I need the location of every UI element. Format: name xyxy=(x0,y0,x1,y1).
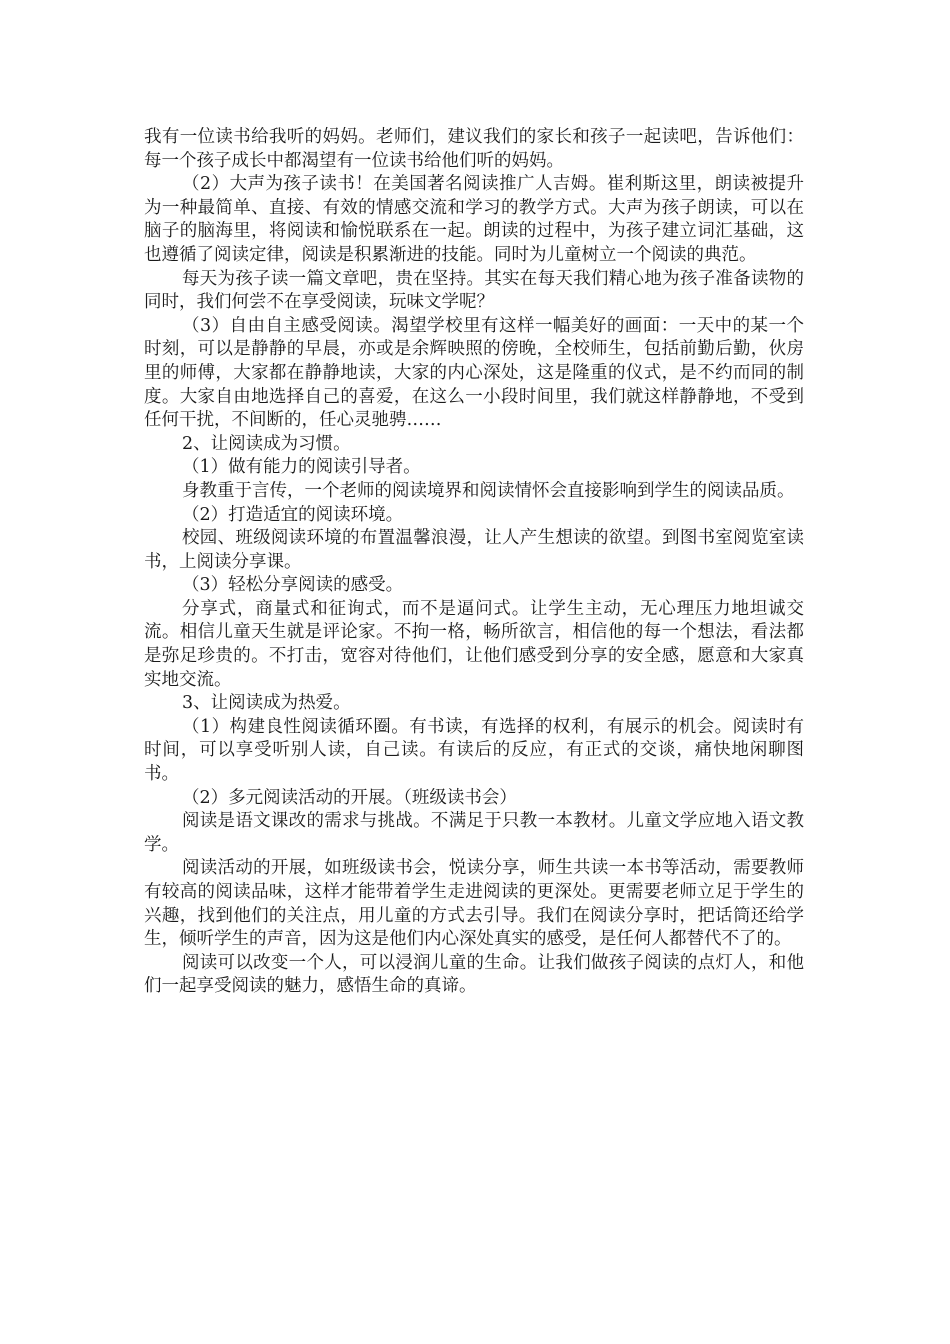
section-heading: 3、让阅读成为热爱。 xyxy=(182,693,351,714)
paragraph: （2）大声为孩子读书！在美国著名阅读推广人吉姆。崔利斯这里，朗读被提升为一种最简单、直接、有效的情感交流和学习的教学方式。大声为孩子朗读，可以在脑子的脑海里，将阅读和愉悦联系在一起。朗读的过程中，为孩子建立词汇基础，这也遵循了阅读定律，阅读是积累渐进的技能。同时为儿童树立一个阅读的典范。 xyxy=(144,174,804,265)
paragraph: 身教重于言传，一个老师的阅读境界和阅读情怀会直接影响到学生的阅读品质。 xyxy=(182,480,795,501)
section-heading: 2、让阅读成为习惯。 xyxy=(182,433,351,454)
paragraph: 我有一位读书给我听的妈妈。老师们，建议我们的家长和孩子一起读吧，告诉他们：每一个孩子成长中都渴望有一位读书给他们听的妈妈。 xyxy=(144,127,804,171)
paragraph: （1）构建良性阅读循环圈。有书读，有选择的权利，有展示的机会。阅读时有时间，可以享受听别人读，自己读。有读后的反应，有正式的交谈，痛快地闲聊图书。 xyxy=(144,716,804,785)
subsection-heading: （1）做有能力的阅读引导者。 xyxy=(182,457,421,478)
paragraph: （3）自由自主感受阅读。渴望学校里有这样一幅美好的画面：一天中的某一个时刻，可以是静静的早晨，亦或是余辉映照的傍晚，全校师生，包括前勤后勤，伙房里的师傅，大家都在静静地读，大家的内心深处，这是隆重的仪式，是不约而同的制度。大家自由地选择自己的喜爱，在这么一小段时间里，我们就这样静静地，不受到任何干扰，不间断的，任心灵驰骋…… xyxy=(144,315,804,431)
document-body xyxy=(144,126,804,999)
paragraph: 阅读可以改变一个人，可以浸润儿童的生命。让我们做孩子阅读的点灯人，和他们一起享受阅读的魅力，感悟生命的真谛。 xyxy=(144,952,804,997)
subsection-heading: （2）多元阅读活动的开展。（班级读书会） xyxy=(182,787,517,808)
paragraph: 阅读活动的开展，如班级读书会，悦读分享，师生共读一本书等活动，需要教师有较高的阅读品味，这样才能带着学生走进阅读的更深处。更需要老师立足于学生的兴趣，找到他们的关注点，用儿童的方式去引导。我们在阅读分享时，把话筒还给学生，倾听学生的声音，因为这是他们内心深处真实的感受，是任何人都替代不了的。 xyxy=(144,858,804,950)
paragraph: 分享式，商量式和征询式，而不是逼问式。让学生主动，无心理压力地坦诚交流。相信儿童天生就是评论家。不拘一格，畅所欲言，相信他的每一个想法，看法都是弥足珍贵的。不打击，宽容对待他们，让他们感受到分享的安全感，愿意和大家真实地交流。 xyxy=(144,598,804,690)
subsection-heading: （2）打造适宜的阅读环境。 xyxy=(182,504,404,525)
paragraph: 校园、班级阅读环境的布置温馨浪漫，让人产生想读的欲望。到图书室阅览室读书，上阅读分享课。 xyxy=(144,528,804,572)
paragraph: 阅读是语文课改的需求与挑战。不满足于只教一本教材。儿童文学应地入语文教学。 xyxy=(144,811,804,855)
subsection-heading: （3）轻松分享阅读的感受。 xyxy=(182,575,404,596)
paragraph: 每天为孩子读一篇文章吧，贵在坚持。其实在每天我们精心地为孩子准备读物的同时，我们何尝不在享受阅读，玩味文学呢？ xyxy=(144,268,804,313)
